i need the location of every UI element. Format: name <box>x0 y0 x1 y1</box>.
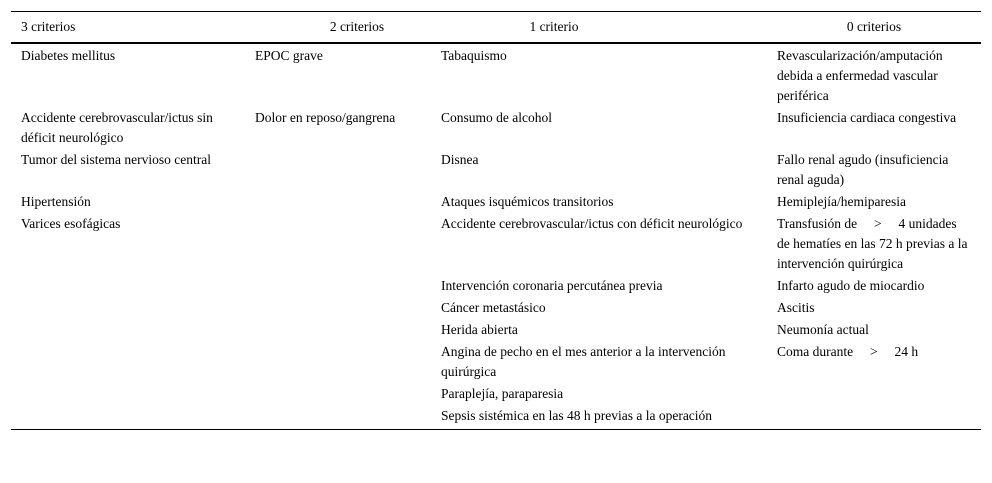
table-row <box>11 298 981 320</box>
table-cell: Herida abierta <box>441 322 518 337</box>
table-cell <box>11 384 245 406</box>
table-cell: Paraplejía, paraparesia <box>441 386 564 401</box>
table-cell <box>767 384 981 406</box>
table-cell <box>245 342 431 384</box>
table-cell <box>11 342 245 384</box>
table-row <box>11 406 981 430</box>
header-0-criterios: 0 criterios <box>846 19 902 34</box>
table-row <box>11 384 981 406</box>
table-cell: Dolor en reposo/gangrena <box>255 110 396 125</box>
table-cell: Insuficiencia cardiaca congestiva <box>777 110 957 125</box>
table-cell: Intervención coronaria percutánea previa <box>441 278 663 293</box>
table-cell <box>767 406 981 430</box>
table-cell: Transfusión de > 4 unidades de hematíes en las 72 h previas a la intervención quirúrgica <box>777 216 971 271</box>
table-cell: Sepsis sistémica en las 48 h previas a la operación <box>441 408 713 423</box>
table-cell <box>245 150 431 192</box>
table-cell <box>245 384 431 406</box>
table-cell: Hemiplejía/hemiparesia <box>777 194 906 209</box>
table-cell: Consumo de alcohol <box>441 110 552 125</box>
table-cell: Hipertensión <box>21 194 91 209</box>
table-row <box>11 43 981 108</box>
table-cell: Fallo renal agudo (insuficiencia renal aguda) <box>777 152 952 187</box>
table-cell <box>245 298 431 320</box>
table-row <box>11 214 981 276</box>
table-row <box>11 276 981 298</box>
table-cell: Ataques isquémicos transitorios <box>441 194 614 209</box>
table-cell <box>11 298 245 320</box>
table-row <box>11 192 981 214</box>
table-cell <box>245 406 431 430</box>
criteria-table <box>11 11 981 430</box>
table-row <box>11 342 981 384</box>
table-cell: Revascularización/amputación debida a enfermedad vascular periférica <box>777 48 947 103</box>
table-cell: Neumonía actual <box>777 322 869 337</box>
table-cell <box>245 192 431 214</box>
table-cell: EPOC grave <box>255 48 323 63</box>
table-row <box>11 108 981 150</box>
table-cell <box>245 276 431 298</box>
table-cell: Varices esofágicas <box>21 216 121 231</box>
header-2-criterios: 2 criterios <box>329 19 385 34</box>
header-3-criterios: 3 criterios <box>21 19 76 34</box>
table-header <box>11 12 981 44</box>
criteria-table-container <box>11 11 981 430</box>
table-cell: Accidente cerebrovascular/ictus sin déficit neurológico <box>21 110 217 145</box>
table-cell <box>11 406 245 430</box>
table-cell <box>11 276 245 298</box>
table-body <box>11 43 981 430</box>
table-cell: Coma durante > 24 h <box>777 344 919 359</box>
table-cell <box>245 320 431 342</box>
table-cell: Cáncer metastásico <box>441 300 546 315</box>
header-1-criterio: 1 criterio <box>529 19 579 34</box>
header-row <box>11 12 981 44</box>
table-cell: Tabaquismo <box>441 48 507 63</box>
table-row <box>11 150 981 192</box>
table-cell: Diabetes mellitus <box>21 48 116 63</box>
table-cell <box>245 214 431 276</box>
table-cell: Accidente cerebrovascular/ictus con déficit neurológico <box>441 216 743 231</box>
table-cell: Infarto agudo de miocardio <box>777 278 925 293</box>
table-row <box>11 320 981 342</box>
table-cell: Disnea <box>441 152 479 167</box>
table-cell: Tumor del sistema nervioso central <box>21 152 211 167</box>
table-cell <box>11 320 245 342</box>
table-cell: Ascitis <box>777 300 815 315</box>
table-cell: Angina de pecho en el mes anterior a la intervención quirúrgica <box>441 344 729 379</box>
